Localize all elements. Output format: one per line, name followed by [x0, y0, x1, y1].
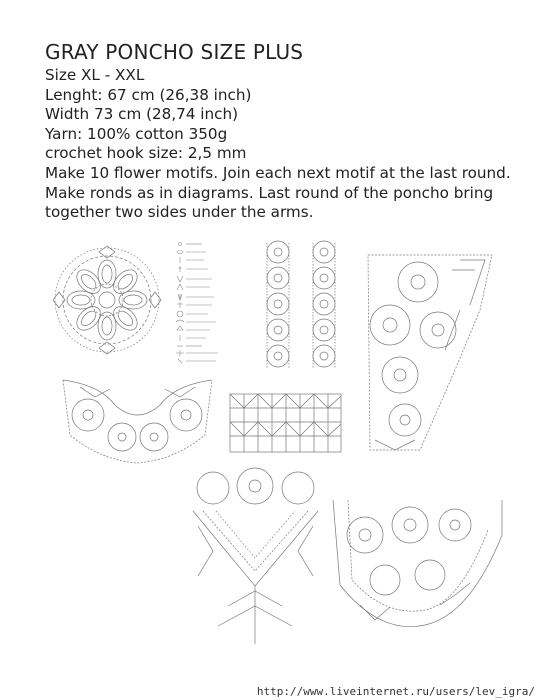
- neckline-yoke-diagram: [60, 375, 215, 465]
- instructions-text: Make 10 flower motifs. Join each next motif at the last round. Make ronds as in diagrams. Last round of the poncho bring together two sides under the arms.: [45, 163, 511, 222]
- flower-motif-diagram: [45, 238, 170, 363]
- symbol-legend: [172, 238, 227, 368]
- width-line: Width 73 cm (28,74 inch): [45, 105, 239, 124]
- mesh-edging-graphic: [228, 392, 343, 454]
- yarn-line: Yarn: 100% cotton 350g: [45, 124, 228, 143]
- legend-graphic: [172, 238, 227, 368]
- center-front-diagram: [188, 466, 323, 646]
- pattern-info: [45, 66, 515, 223]
- neckline-curve-graphic: [330, 495, 505, 660]
- side-panel-graphic: [360, 250, 500, 455]
- motif-strip-graphic: [258, 238, 350, 378]
- motif-strip-diagram: [258, 238, 350, 378]
- mesh-edging-diagram: [228, 392, 343, 454]
- length-line: Lenght: 67 cm (26,38 inch): [45, 85, 252, 104]
- side-panel-diagram: [360, 250, 500, 455]
- document-title: GRAY PONCHO SIZE PLUS: [45, 40, 304, 64]
- neckline-yoke-graphic: [60, 375, 215, 465]
- neckline-curve-diagram: [330, 495, 505, 660]
- hook-line: crochet hook size: 2,5 mm: [45, 144, 247, 163]
- flower-motif-graphic: [45, 238, 170, 363]
- watermark-url[interactable]: http://www.liveinternet.ru/users/lev_igra/: [256, 685, 535, 698]
- center-front-graphic: [188, 466, 323, 646]
- size-line: Size XL - XXL: [45, 66, 145, 84]
